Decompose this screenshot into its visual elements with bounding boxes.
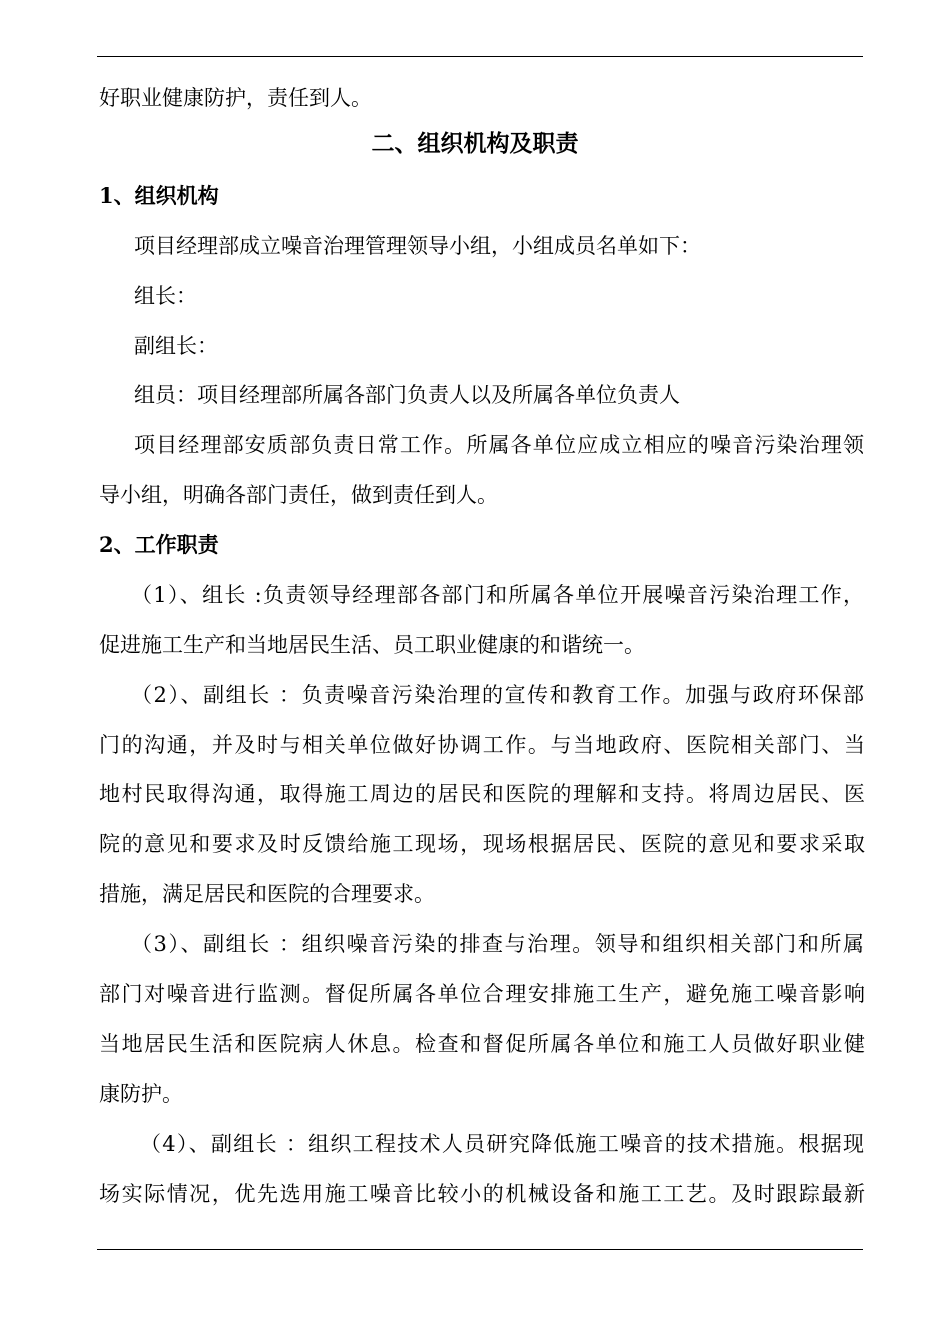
sub1-para-line-1: 项目经理部安质部负责日常工作。所属各单位应成立相应的噪音污染治理领 — [134, 433, 864, 457]
deputy-line: 副组长： — [134, 334, 218, 358]
duty2-line-2: 门的沟通，并及时与相关单位做好协调工作。与当地政府、医院相关部门、当 — [99, 733, 865, 757]
leader-line: 组长： — [134, 284, 197, 308]
continuation-line: 好职业健康防护，责任到人。 — [99, 86, 372, 110]
section-title: 二、组织机构及职责 — [371, 130, 579, 157]
duty3-line-2: 部门对噪音进行监测。督促所属各单位合理安排施工生产，避免施工噪音影响 — [99, 982, 865, 1006]
sub1-intro: 项目经理部成立噪音治理管理领导小组，小组成员名单如下： — [134, 234, 701, 258]
duty2-line-1: （2）、副组长 ：负责噪音污染治理的宣传和教育工作。加强与政府环保部 — [131, 683, 864, 707]
duty3-line-1: （3）、副组长 ：组织噪音污染的排查与治理。领导和组织相关部门和所属 — [131, 932, 864, 956]
duty1-line-2: 促进施工生产和当地居民生活、员工职业健康的和谐统一。 — [99, 633, 645, 657]
members-line: 组员：项目经理部所属各部门负责人以及所属各单位负责人 — [134, 383, 680, 407]
duty4-line-1: （4）、副组长 ：组织工程技术人员研究降低施工噪音的技术措施。根据现 — [140, 1132, 864, 1156]
duty3-line-3: 当地居民生活和医院病人休息。检查和督促所属各单位和施工人员做好职业健 — [99, 1032, 865, 1056]
duty4-line-2: 场实际情况，优先选用施工噪音比较小的机械设备和施工工艺。及时跟踪最新 — [99, 1182, 865, 1206]
duty2-line-4: 院的意见和要求及时反馈给施工现场，现场根据居民、医院的意见和要求采取 — [99, 832, 865, 856]
duty2-line-3: 地村民取得沟通，取得施工周边的居民和医院的理解和支持。将周边居民、医 — [99, 782, 865, 806]
sub1-para-line-2: 导小组，明确各部门责任，做到责任到人。 — [99, 483, 498, 507]
footer-rule — [97, 1249, 863, 1250]
duty1-line-1: （1）、组长 :负责领导经理部各部门和所属各单位开展噪音污染治理工作， — [131, 583, 864, 607]
sub2-heading: 2、工作职责 — [99, 532, 219, 557]
sub1-heading: 1、组织机构 — [99, 183, 219, 208]
duty2-line-5: 措施，满足居民和医院的合理要求。 — [99, 882, 435, 906]
duty3-line-4: 康防护。 — [99, 1082, 183, 1106]
header-rule — [97, 56, 863, 57]
